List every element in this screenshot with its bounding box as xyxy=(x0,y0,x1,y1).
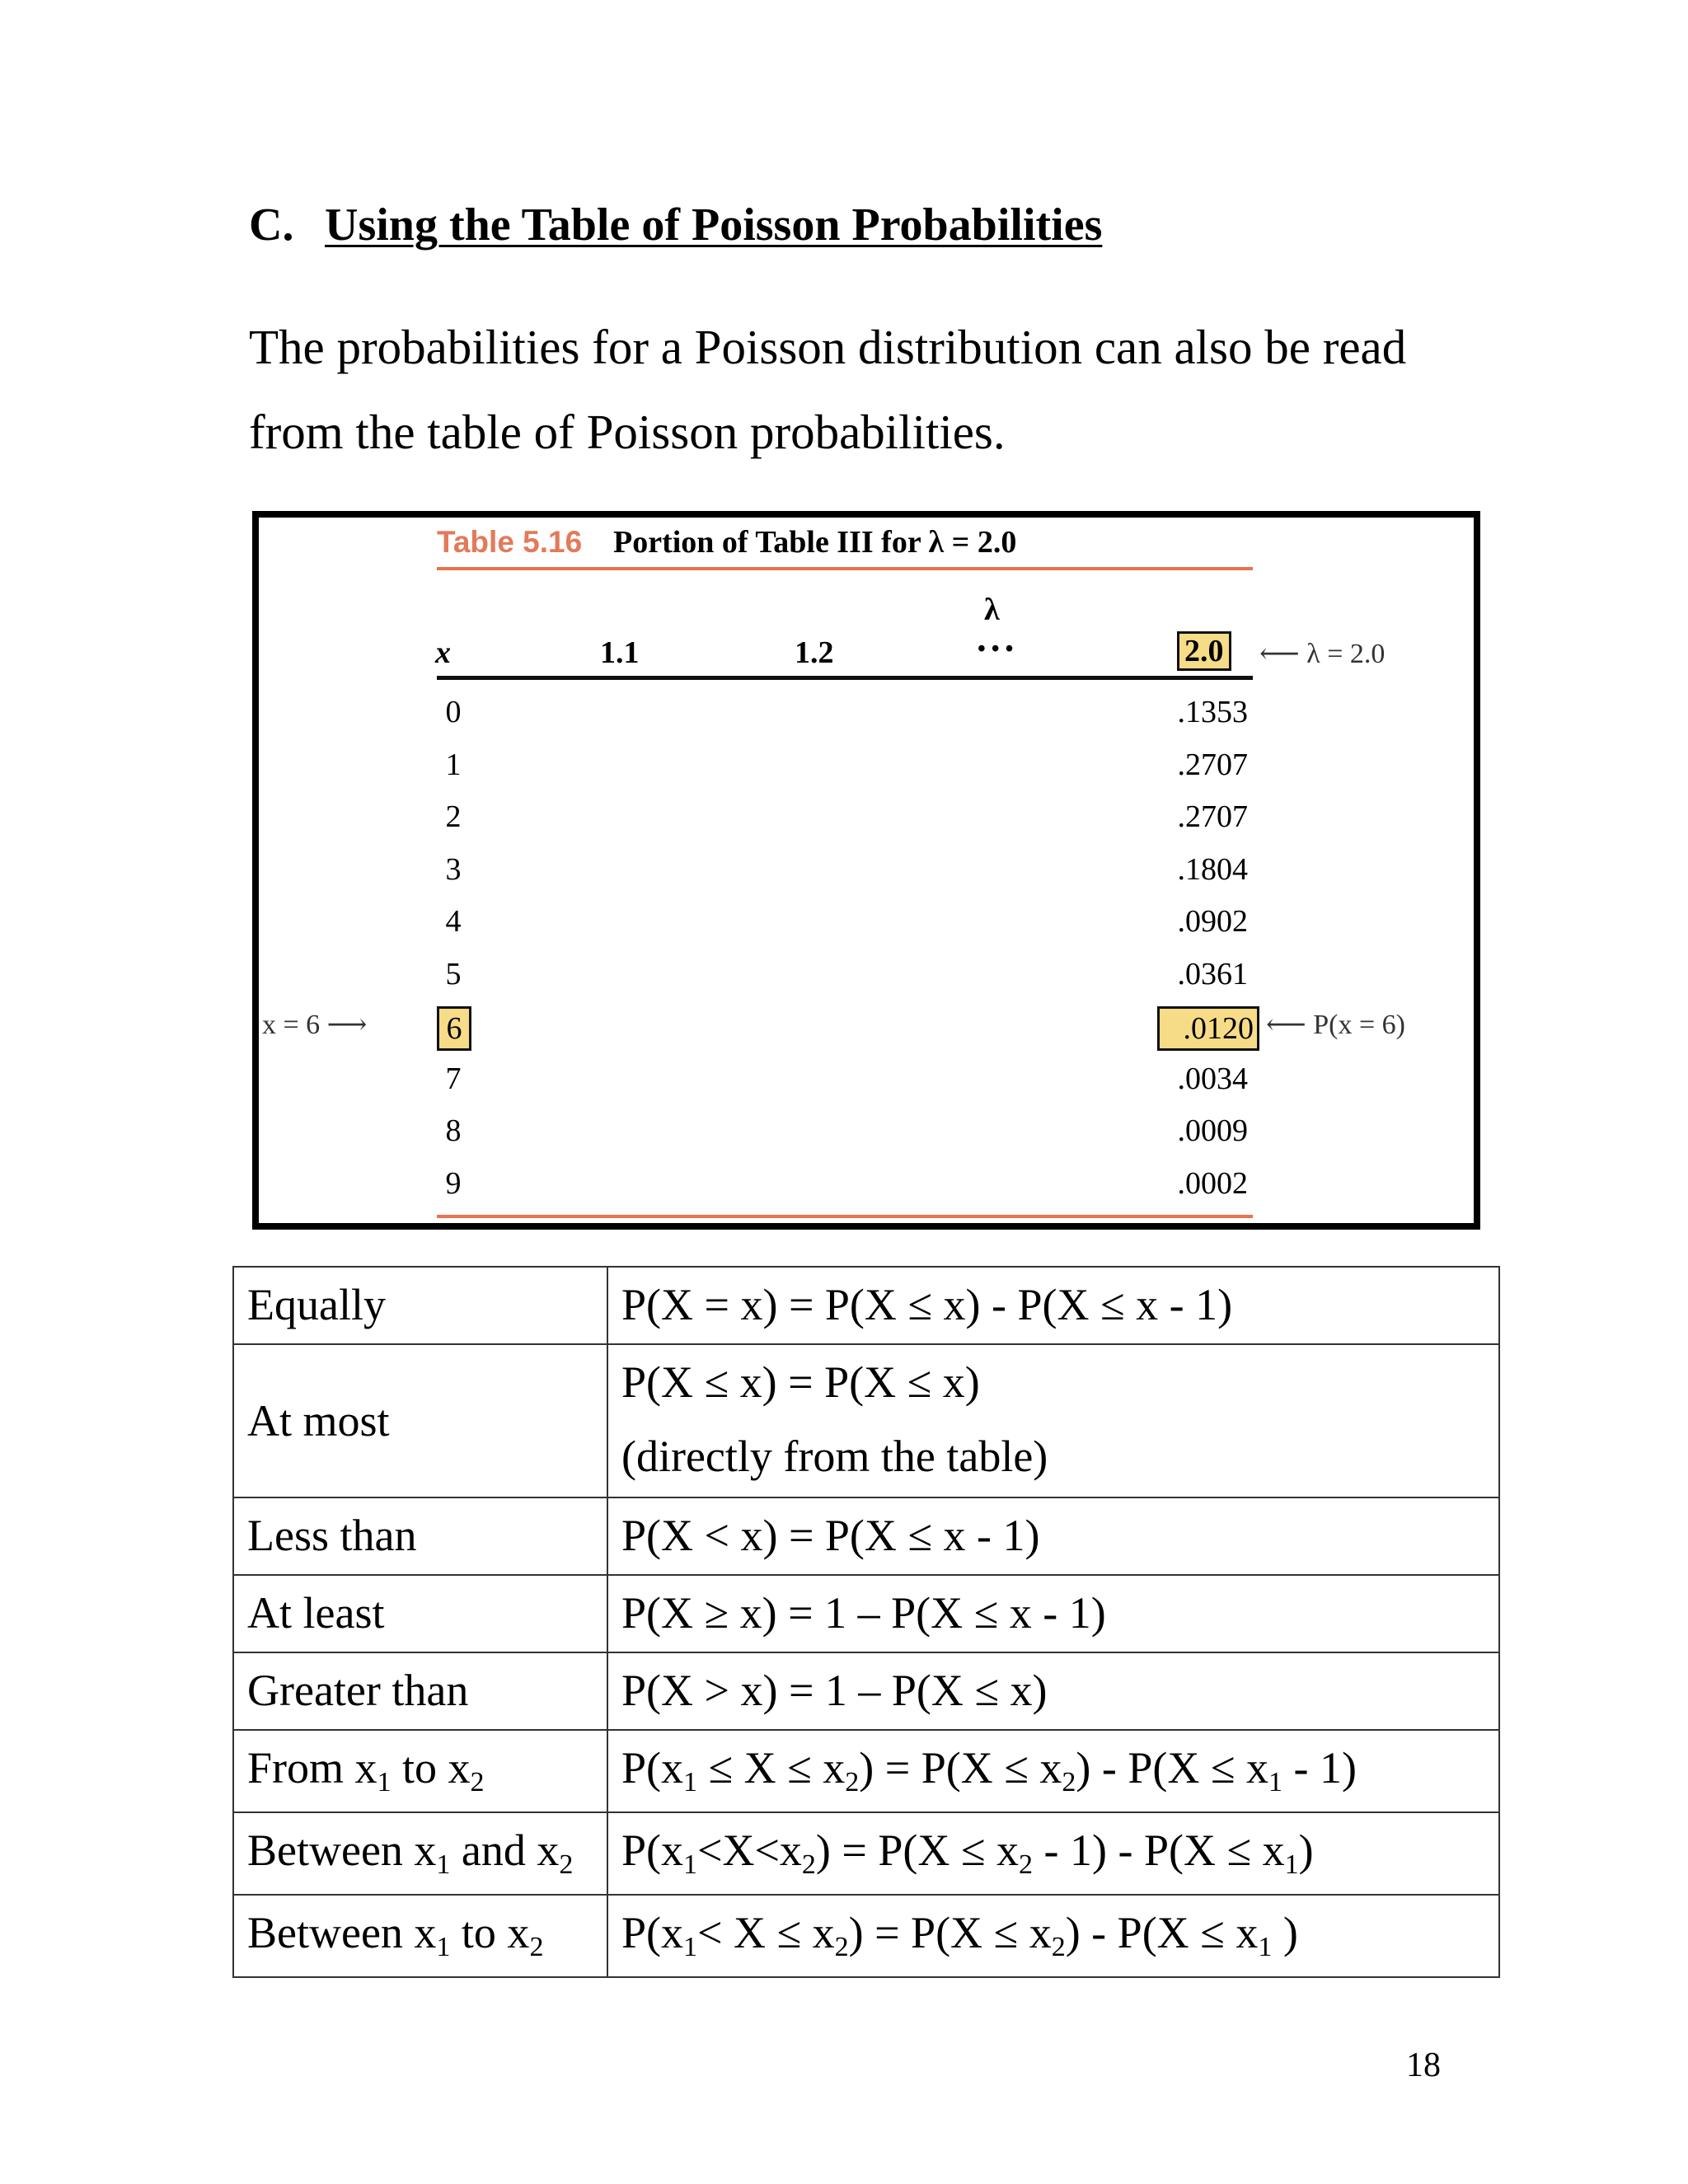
section-label: C. xyxy=(249,199,294,251)
subscript: 1 xyxy=(377,1767,392,1797)
figure-x-value: 3 xyxy=(445,851,462,887)
figure-x-value: 7 xyxy=(445,1061,462,1096)
rule-label: At most xyxy=(233,1344,607,1497)
figure-x-value: 2 xyxy=(445,799,462,834)
table-row xyxy=(233,1497,1499,1575)
x-annotation: x = 6 ⟶ xyxy=(262,1010,368,1040)
table-row xyxy=(233,1730,1499,1812)
subscript: 2 xyxy=(845,1767,860,1797)
rule-formula xyxy=(607,1895,1499,1977)
column-header-ellipsis: • • • xyxy=(978,636,1014,662)
figure-probability-value: .0034 xyxy=(1177,1061,1248,1096)
figure-x-value: 9 xyxy=(445,1165,462,1201)
rule-label xyxy=(233,1812,607,1895)
table-row xyxy=(233,1895,1499,1977)
figure-probability-value: .1804 xyxy=(1177,851,1248,887)
subscript: 1 xyxy=(683,1849,698,1880)
header-rule xyxy=(437,676,1253,680)
text-segment: - 1) xyxy=(1282,1743,1357,1793)
subscript: 2 xyxy=(1019,1849,1034,1880)
text-segment: ) xyxy=(1272,1908,1298,1957)
figure-number: Table 5.16 xyxy=(437,525,583,559)
text-segment: to x xyxy=(391,1743,471,1793)
subscript: 2 xyxy=(559,1849,574,1880)
table-row xyxy=(233,1344,1499,1497)
probability-rules-table xyxy=(232,1266,1500,1978)
lambda-annotation: ⟵ λ = 2.0 xyxy=(1259,639,1386,669)
subscript: 1 xyxy=(436,1932,451,1962)
rule-formula xyxy=(607,1730,1499,1812)
figure-probability-value: .0009 xyxy=(1177,1113,1248,1148)
subscript: 1 xyxy=(1284,1849,1299,1880)
subscript: 1 xyxy=(1268,1767,1283,1797)
subscript: 1 xyxy=(683,1932,698,1962)
figure-probability-value: .0120 xyxy=(1157,1006,1259,1051)
text-segment: ) - P(X ≤ x xyxy=(1076,1743,1269,1793)
figure-x-value: 6 xyxy=(437,1006,471,1051)
table-row xyxy=(233,1652,1499,1730)
rule-label: Equally xyxy=(233,1267,607,1344)
subscript: 1 xyxy=(1258,1932,1273,1962)
figure-probability-value: .1353 xyxy=(1177,695,1248,729)
text-segment: and x xyxy=(450,1825,560,1875)
table-row xyxy=(233,1812,1499,1895)
probability-annotation: ⟵ P(x = 6) xyxy=(1266,1010,1405,1040)
rule-formula: P(X ≤ x) = P(X ≤ x) xyxy=(621,1357,980,1407)
text-segment: < X ≤ x xyxy=(697,1908,835,1957)
subscript: 2 xyxy=(529,1932,544,1962)
figure-x-value: 5 xyxy=(445,956,462,991)
table-row xyxy=(233,1267,1499,1344)
text-segment: ) - P(X ≤ x xyxy=(1065,1908,1259,1957)
text-segment: <X<x xyxy=(697,1825,802,1875)
column-header-1-2: 1.2 xyxy=(795,635,834,670)
text-segment: ) = P(X ≤ x xyxy=(848,1908,1052,1957)
figure-probability-value: .0902 xyxy=(1177,904,1248,939)
text-segment: ) xyxy=(1298,1825,1314,1875)
text-segment: ) = P(X ≤ x xyxy=(815,1825,1020,1875)
rule-formula: P(X > x) = 1 – P(X ≤ x) xyxy=(607,1652,1499,1730)
subscript: 2 xyxy=(801,1849,816,1880)
text-segment: - 1) - P(X ≤ x xyxy=(1033,1825,1285,1875)
figure-probability-value: .2707 xyxy=(1177,799,1248,834)
text-segment: to x xyxy=(450,1908,530,1957)
figure-probability-value: .0361 xyxy=(1177,956,1248,991)
figure-x-value: 4 xyxy=(445,904,462,939)
poisson-table-figure xyxy=(252,511,1480,1230)
text-segment: From x xyxy=(247,1743,377,1793)
column-header-x: x xyxy=(435,635,451,670)
subscript: 2 xyxy=(470,1767,485,1797)
figure-x-value: 0 xyxy=(445,695,462,729)
figure-x-value: 8 xyxy=(445,1113,462,1148)
subscript: 2 xyxy=(1051,1932,1066,1962)
table-row xyxy=(233,1575,1499,1652)
rule-label xyxy=(233,1895,607,1977)
rule-formula: P(X ≥ x) = 1 – P(X ≤ x - 1) xyxy=(607,1575,1499,1652)
text-segment: P(x xyxy=(621,1743,684,1793)
rule-label xyxy=(233,1730,607,1812)
subscript: 1 xyxy=(683,1767,698,1797)
subscript: 1 xyxy=(436,1849,451,1880)
text-segment: P(x xyxy=(621,1908,684,1957)
rule-label: Greater than xyxy=(233,1652,607,1730)
rule-label: Less than xyxy=(233,1497,607,1575)
column-header-2-0: 2.0 xyxy=(1177,631,1231,671)
lambda-header: λ xyxy=(984,593,1000,627)
text-segment: ≤ X ≤ x xyxy=(697,1743,846,1793)
text-segment: P(x xyxy=(621,1825,684,1875)
rule-formula xyxy=(607,1812,1499,1895)
rule-note: (directly from the table) xyxy=(621,1432,1048,1481)
page-number: 18 xyxy=(1406,2046,1441,2084)
figure-probability-value: .2707 xyxy=(1177,747,1248,782)
section-title: Using the Table of Poisson Probabilities xyxy=(325,199,1103,251)
column-header-1-1: 1.1 xyxy=(600,635,640,670)
rule-formula: P(X = x) = P(X ≤ x) - P(X ≤ x - 1) xyxy=(607,1267,1499,1344)
figure-caption: Portion of Table III for λ = 2.0 xyxy=(613,525,1017,560)
rule-formula-cell xyxy=(607,1344,1499,1497)
caption-rule xyxy=(437,567,1253,570)
figure-x-value: 1 xyxy=(445,747,462,782)
subscript: 2 xyxy=(1062,1767,1076,1797)
subscript: 2 xyxy=(834,1932,849,1962)
intro-paragraph: The probabilities for a Poisson distribution can also be read from the table of Poisson probabilities. xyxy=(249,320,1407,459)
bottom-rule xyxy=(437,1215,1253,1218)
section-heading xyxy=(249,198,1102,253)
figure-probability-value: .0002 xyxy=(1177,1165,1248,1201)
text-segment: Between x xyxy=(247,1908,437,1957)
rule-formula: P(X < x) = P(X ≤ x - 1) xyxy=(607,1497,1499,1575)
text-segment: ) = P(X ≤ x xyxy=(859,1743,1062,1793)
rule-label: At least xyxy=(233,1575,607,1652)
text-segment: Between x xyxy=(247,1825,437,1875)
